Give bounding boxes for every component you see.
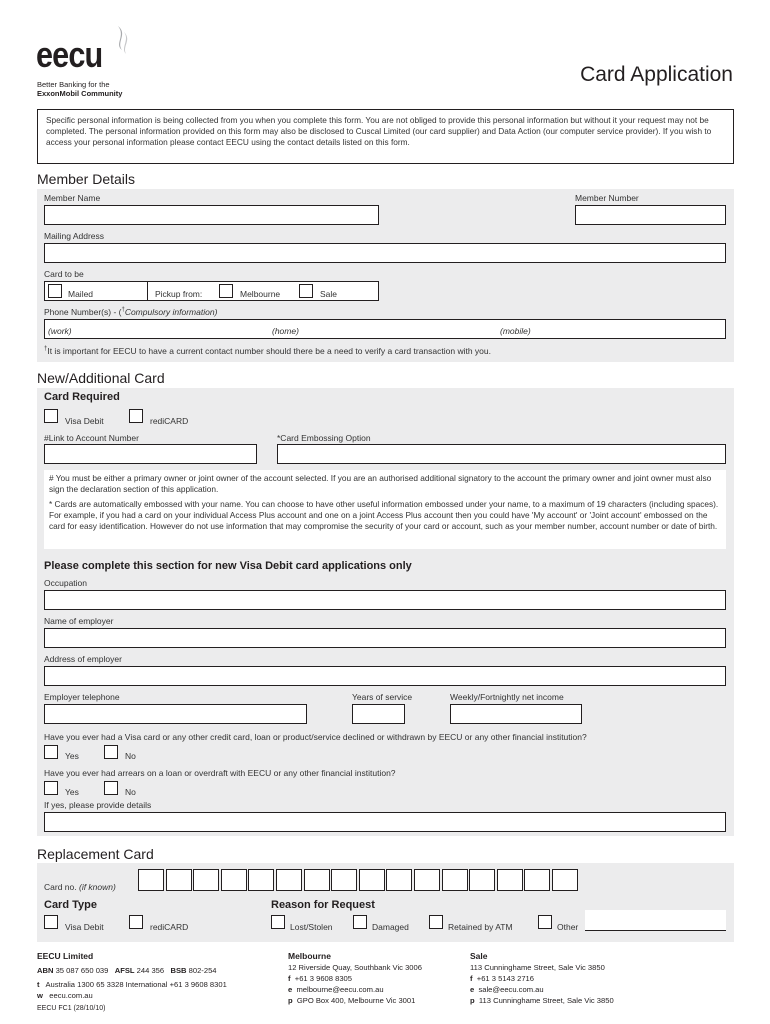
dagger-note-text: It is important for EECU to have a current contact number should there be a need to verify a card transaction with you.: [47, 346, 491, 356]
sale-label: Sale: [320, 289, 338, 299]
details-label: If yes, please provide details: [44, 800, 152, 810]
melbourne-postal: [288, 996, 415, 1005]
emboss-label: *Card Embossing Option: [277, 433, 371, 443]
redicard-label: rediCARD: [150, 416, 189, 426]
arrears-yes-checkbox[interactable]: [44, 781, 58, 795]
privacy-notice: [37, 109, 734, 164]
arrears-question: Have you ever had arrears on a loan or overdraft with EECU or any other financial institution?: [44, 768, 396, 778]
visa-section-heading: Please complete this section for new Visa Debit card applications only: [44, 560, 412, 572]
melbourne-fax-value: +61 3 9608 8305: [294, 974, 352, 983]
melbourne-email-value[interactable]: melbourne@eecu.com.au: [296, 985, 384, 994]
card-number-digit[interactable]: [331, 869, 357, 891]
retained-atm-label: Retained by ATM: [448, 922, 513, 932]
occupation-label: Occupation: [44, 578, 87, 588]
afsl-value: 244 356: [136, 966, 165, 975]
melbourne-postal-value: GPO Box 400, Melbourne Vic 3001: [296, 996, 416, 1005]
card-number-digit[interactable]: [193, 869, 219, 891]
tagline-2: ExxonMobil Community: [37, 89, 123, 98]
lost-stolen-label: Lost/Stolen: [290, 922, 333, 932]
privacy-text: Specific personal information is being collected from you when you complete this form. You are not obliged to provide this personal information but without it your request may not be completed. The personal information provided on this form may also be disclosed to Cuscal Limited (our card supplier) and Data Action (our computer service provider). If you wish to access your personal information please contact EECU using the contact details listed on this form.: [46, 115, 712, 147]
replacement-visa-label: Visa Debit: [65, 922, 104, 932]
arrears-no-label: No: [125, 787, 136, 797]
declined-yes-label: Yes: [65, 751, 79, 761]
replacement-redicard-checkbox[interactable]: [129, 915, 143, 929]
declined-yes-checkbox[interactable]: [44, 745, 58, 759]
sale-address: 113 Cunninghame Street, Sale Vic 3850: [470, 963, 605, 972]
phone-label-text: Phone Number(s) - (: [44, 307, 122, 317]
embossing-note: * Cards are automatically embossed with your name. You can choose to have other useful information embossed under your name, to a maximum of 19 characters (including spaces). For example, if you had a card on your individual Access Plus account and one on a joint Access Plus account then you could have 'My account' or 'Joint account' embossed on the card for easy identification. However do not use information that may compromise the security of your card or account, such as your member number, account number or date of birth.: [49, 499, 719, 531]
replacement-redicard-label: rediCARD: [150, 922, 189, 932]
card-number-label: [44, 882, 116, 892]
damaged-label: Damaged: [372, 922, 409, 932]
sale-email-prefix: e: [470, 985, 475, 994]
card-to-be-label: Card to be: [44, 269, 84, 279]
card-notes-box: [44, 470, 726, 549]
link-account-label: #Link to Account Number: [44, 433, 139, 443]
dagger-mark: †: [44, 346, 48, 353]
other-label: Other: [557, 922, 579, 932]
mailing-address-label: Mailing Address: [44, 231, 105, 241]
card-number-digit[interactable]: [386, 869, 412, 891]
replacement-visa-checkbox[interactable]: [44, 915, 58, 929]
member-name-field[interactable]: [44, 205, 379, 225]
mailed-checkbox[interactable]: [48, 284, 62, 298]
bsb-value: 802-254: [188, 966, 217, 975]
melbourne-address: 12 Riverside Quay, Southbank Vic 3006: [288, 963, 422, 972]
melbourne-label: Melbourne: [240, 289, 281, 299]
visa-debit-label: Visa Debit: [65, 416, 104, 426]
occupation-field[interactable]: [44, 590, 726, 610]
link-account-field[interactable]: [44, 444, 257, 464]
melbourne-fax-prefix: f: [288, 974, 291, 983]
sale-postal-value: 113 Cunninghame Street, Sale Vic 3850: [478, 996, 614, 1005]
phone-home-hint: (home): [272, 326, 299, 336]
member-name-label: Member Name: [44, 193, 101, 203]
pickup-label: Pickup from:: [155, 289, 203, 299]
details-field[interactable]: [44, 812, 726, 832]
card-required-heading: Card Required: [44, 391, 120, 403]
card-type-heading: Card Type: [44, 899, 97, 911]
card-number-digit[interactable]: [304, 869, 330, 891]
phone-prefix: t: [37, 980, 40, 989]
afsl-label: AFSL: [114, 966, 135, 975]
melbourne-email-prefix: e: [288, 985, 293, 994]
card-number-digit[interactable]: [442, 869, 468, 891]
form-code: EECU FC1 (28/10/10): [37, 1005, 106, 1012]
mailed-label: Mailed: [68, 289, 94, 299]
phone-dagger: †: [121, 307, 125, 314]
net-income-label: Weekly/Fortnightly net income: [450, 692, 564, 702]
card-number-digit[interactable]: [359, 869, 385, 891]
card-number-hint: (if known): [78, 882, 116, 892]
company-numbers: [37, 966, 217, 975]
declined-no-checkbox[interactable]: [104, 745, 118, 759]
replacement-heading: Replacement Card: [37, 846, 154, 862]
employer-telephone-field[interactable]: [44, 704, 307, 724]
web-prefix: w: [37, 991, 43, 1000]
melbourne-fax: [288, 974, 352, 983]
phone-label-text-2: Compulsory information): [124, 307, 218, 317]
emboss-field[interactable]: [277, 444, 726, 464]
member-number-field[interactable]: [575, 205, 726, 225]
sale-fax-prefix: f: [470, 974, 473, 983]
card-number-digit[interactable]: [221, 869, 247, 891]
page-title: Card Application: [580, 63, 733, 86]
sale-heading: Sale: [470, 951, 488, 961]
card-number-digit[interactable]: [552, 869, 578, 891]
card-number-text: Card no.: [44, 882, 77, 892]
logo-wordmark: eecu: [36, 34, 103, 75]
delivery-divider: [147, 282, 148, 300]
card-number-digit[interactable]: [248, 869, 274, 891]
mailing-address-field[interactable]: [44, 243, 726, 263]
company-name: EECU Limited: [37, 951, 94, 961]
member-details-heading: Member Details: [37, 171, 136, 187]
employer-telephone-label: Employer telephone: [44, 692, 120, 702]
phone-mobile-hint: (mobile): [500, 326, 531, 336]
card-number-digit[interactable]: [469, 869, 495, 891]
melbourne-postal-prefix: p: [288, 996, 293, 1005]
new-card-heading: New/Additional Card: [37, 370, 165, 386]
declined-question: Have you ever had a Visa card or any other credit card, loan or product/service declined or withdrawn by EECU or any other financial institution?: [44, 732, 587, 742]
abn-label: ABN: [37, 966, 54, 975]
melbourne-email: [288, 985, 384, 994]
melbourne-checkbox[interactable]: [219, 284, 233, 298]
employer-field[interactable]: [44, 628, 726, 648]
years-service-label: Years of service: [352, 692, 413, 702]
reason-heading: Reason for Request: [271, 899, 375, 911]
phone-numbers: Australia 1300 65 3328 International +61 3 9608 8301: [45, 980, 227, 989]
card-number-digit[interactable]: [276, 869, 302, 891]
card-number-digit[interactable]: [497, 869, 523, 891]
employer-address-field[interactable]: [44, 666, 726, 686]
redicard-checkbox[interactable]: [129, 409, 143, 423]
arrears-no-checkbox[interactable]: [104, 781, 118, 795]
employer-label: Name of employer: [44, 616, 114, 626]
web-link[interactable]: eecu.com.au: [49, 991, 93, 1000]
damaged-checkbox[interactable]: [353, 915, 367, 929]
phone-work-hint: (work): [48, 326, 72, 336]
member-number-label: Member Number: [575, 193, 639, 203]
sale-checkbox[interactable]: [299, 284, 313, 298]
company-web: [37, 991, 93, 1000]
card-number-digit[interactable]: [524, 869, 550, 891]
other-checkbox[interactable]: [538, 915, 552, 929]
employer-address-label: Address of employer: [44, 654, 122, 664]
phone-label: [44, 307, 217, 317]
card-number-digit[interactable]: [138, 869, 164, 891]
arrears-yes-label: Yes: [65, 787, 79, 797]
declined-no-label: No: [125, 751, 136, 761]
retained-atm-checkbox[interactable]: [429, 915, 443, 929]
company-phone: [37, 980, 227, 989]
lost-stolen-checkbox[interactable]: [271, 915, 285, 929]
abn-value: 35 087 650 039: [55, 966, 109, 975]
years-service-field[interactable]: [352, 704, 405, 724]
dagger-note: [44, 346, 491, 356]
bsb-label: BSB: [170, 966, 187, 975]
net-income-field[interactable]: [450, 704, 582, 724]
sale-email-value[interactable]: sale@eecu.com.au: [478, 985, 544, 994]
visa-debit-checkbox[interactable]: [44, 409, 58, 423]
other-reason-field[interactable]: [585, 910, 726, 931]
sale-fax-value: +61 3 5143 2716: [476, 974, 534, 983]
sale-postal-prefix: p: [470, 996, 475, 1005]
phone-field[interactable]: [44, 319, 726, 339]
sale-postal: [470, 996, 614, 1005]
sale-fax: [470, 974, 534, 983]
card-number-digit[interactable]: [166, 869, 192, 891]
card-number-digit[interactable]: [414, 869, 440, 891]
tagline-1: Better Banking for the: [37, 80, 110, 89]
account-owner-note: # You must be either a primary owner or joint owner of the account selected. If you are an authorised additional signatory to the account the primary owner and joint owner must also sign the declaration section of this application.: [49, 473, 712, 494]
melbourne-heading: Melbourne: [288, 951, 331, 961]
sale-email: [470, 985, 544, 994]
